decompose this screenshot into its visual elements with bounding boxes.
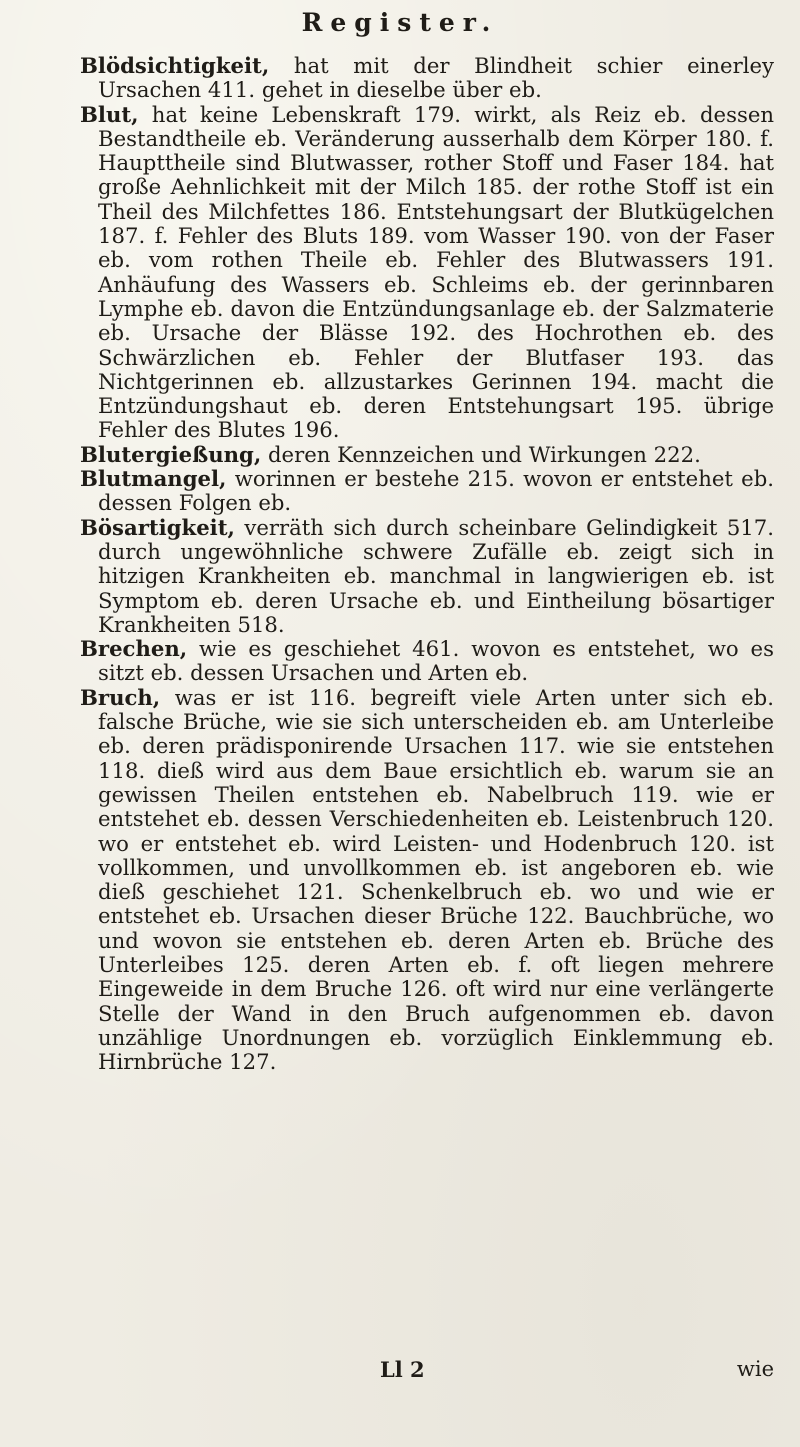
entry-text: verräth sich durch scheinbare Gelindigkeit 517. durch ungewöhnliche schwere Zufälle eb. zeigt sich in hitzigen Krankheiten eb. manchmal in langwierigen eb. ist Symptom eb. deren Ursache eb. und Eintheilung bösartiger Krankheiten 518.: [98, 514, 774, 637]
register-entry: [80, 443, 774, 467]
entry-text: was er ist 116. begreift viele Arten unter sich eb. falsche Brüche, wie sie sich unterscheiden eb. am Unterleibe eb. deren prädisponirende Ursachen 117. wie sie entstehen 118. dieß wird aus dem Baue ersichtlich eb. warum sie an gewissen Theilen entstehen eb. Nabelbruch 119. wie er entstehet eb. dessen Verschiedenheiten eb. Leistenbruch 120. wo er entstehet eb. wird Leisten- und Hodenbruch 120. ist vollkommen, und unvollkommen eb. ist angeboren eb. wie dieß geschiehet 121. Schenkelbruch eb. wo und wie er entstehet eb. Ursachen dieser Brüche 122. Bauchbrüche, wo und wovon sie entstehen eb. deren Arten eb. Brüche des Unterleibes 125. deren Arten eb. f. oft liegen mehrere Eingeweide in dem Bruche 126. oft wird nur eine verlängerte Stelle der Wand in den Bruch aufgenommen eb. davon unzählige Unordnungen eb. vorzüglich Einklemmung eb. Hirnbrüche 127.: [98, 684, 774, 1075]
signature-mark: Ll 2: [380, 1357, 425, 1382]
running-title: Register.: [301, 8, 499, 37]
entry-text: worinnen er bestehe 215. wovon er entstehet eb. dessen Folgen eb.: [98, 466, 774, 516]
catchword: wie: [736, 1357, 774, 1381]
entry-text: hat keine Lebenskraft 179. wirkt, als Reiz eb. dessen Bestandtheile eb. Veränderung ausserhalb dem Körper 180. f. Haupttheile sind Blutwasser, rother Stoff und Faser 184. hat große Aehnlichkeit mit der Milch 185. der rothe Stoff ist ein Theil des Milchfettes 186. Entstehungsart der Blutkügelchen 187. f. Fehler des Bluts 189. vom Wasser 190. von der Faser eb. vom rothen Theile eb. Fehler des Blutwassers 191. Anhäufung des Wassers eb. Schleims eb. der gerinnbaren Lymphe eb. davon die Entzündungsanlage eb. der Salzmaterie eb. Ursache der Blässe 192. des Hochrothen eb. des Schwärzlichen eb. Fehler der Blutfaser 193. das Nichtgerinnen eb. allzustarkes Gerinnen 194. macht die Entzündungshaut eb. deren Entstehungsart 195. übrige Fehler des Blutes 196.: [98, 101, 774, 443]
register-entry: [80, 54, 774, 103]
entry-lemma: Bösartigkeit,: [80, 514, 235, 540]
entry-lemma: Blutergießung,: [80, 441, 262, 467]
entry-text: hat mit der Blindheit schier einerley Ursachen 411. gehet in dieselbe über eb.: [98, 53, 774, 103]
entry-lemma: Blödsichtigkeit,: [80, 53, 270, 78]
entry-lemma: Blutmangel,: [80, 466, 227, 492]
register-entry: [80, 516, 774, 637]
register-entry: [80, 686, 774, 1075]
entry-lemma: Brechen,: [80, 636, 188, 662]
entry-lemma: Blut,: [80, 101, 139, 127]
entry-text: wie es geschiehet 461. wovon es entstehet, wo es sitzt eb. dessen Ursachen und Arten eb.: [98, 636, 774, 686]
register-entry: [80, 467, 774, 516]
register-entries: [80, 54, 774, 1074]
entry-text: deren Kennzeichen und Wirkungen 222.: [267, 441, 701, 467]
page-footer: [80, 1357, 774, 1385]
register-entry: [80, 103, 774, 443]
register-entry: [80, 637, 774, 686]
entry-lemma: Bruch,: [80, 684, 161, 710]
